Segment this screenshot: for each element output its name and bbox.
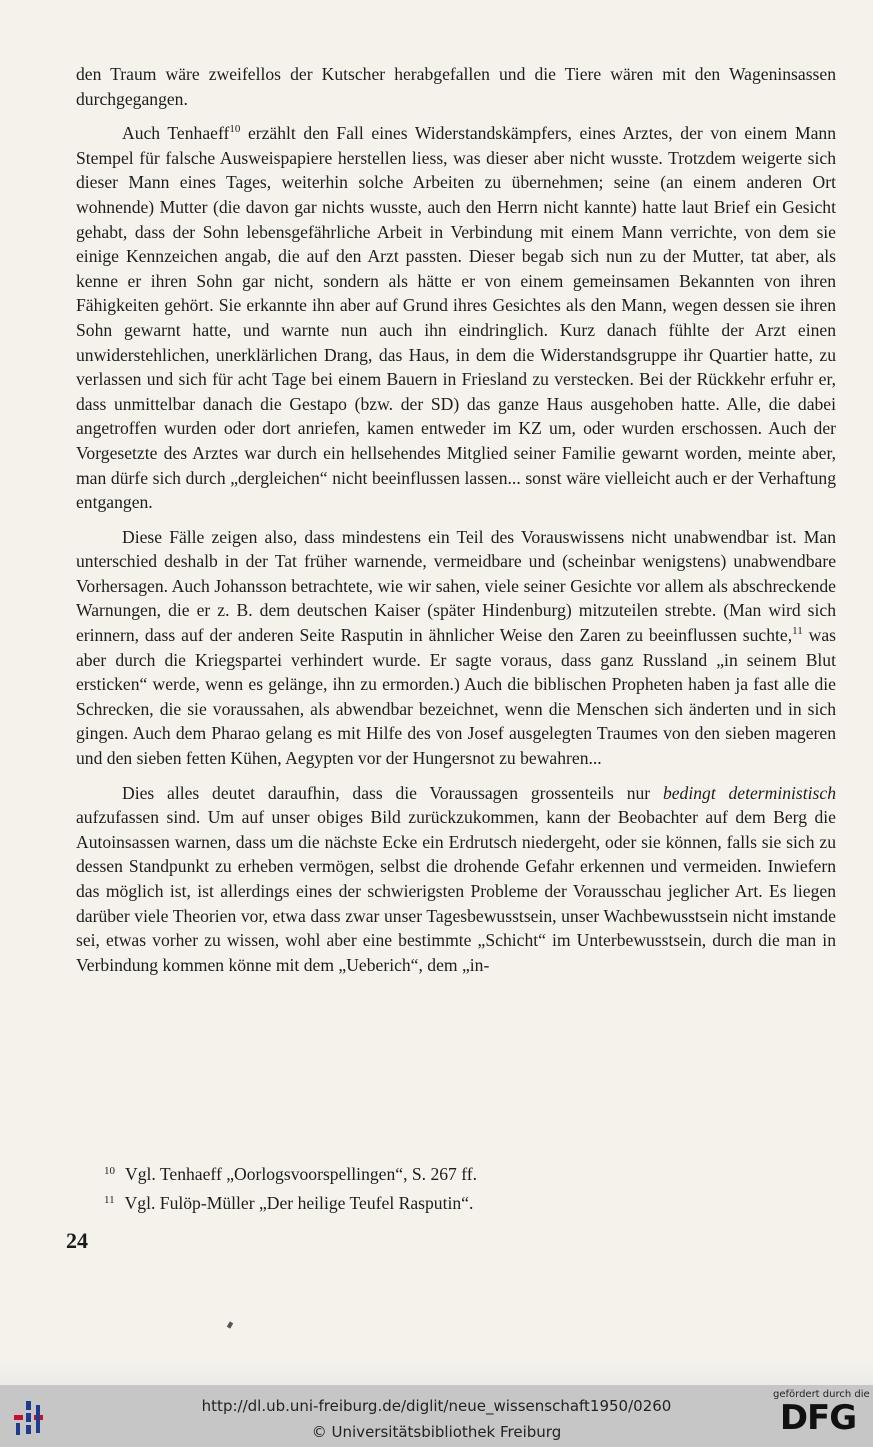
- footnote-reference: 10: [229, 123, 241, 136]
- emphasized-text: bedingt deterministisch: [662, 782, 836, 803]
- scan-speck: [227, 1321, 233, 1328]
- dfg-sponsor: [773, 1389, 870, 1438]
- dfg-logo: DFG: [779, 1398, 857, 1438]
- footnote-reference: 11: [792, 625, 803, 638]
- footnote-number: 10: [104, 1165, 115, 1177]
- body-paragraph: [76, 121, 836, 515]
- body-text: [76, 62, 836, 987]
- paragraph-text: erzählt den Fall eines Widerstandskämpfers, eines Arztes, der von einem Mann Stempel für falsche Ausweispapiere herstellen liess, was dieser aber nicht wusste. Trotzdem weigerte sich dieser Mann eines Tages, weiterhin solche Arbeiten zu übernehmen; seine (an einem anderen Ort wohnende) Mutter (die davon gar nichts wusste, auch den Herrn nicht kannte) hatte laut Brief ein Gesicht gehabt, dass der Sohn lebensgefährliche Arbeit in Verbindung mit einem Mann verrichte, von dem sie einige Kennzeichen angab, die auf den Arzt passten. Dieser begab sich nun zu der Mutter, tat aber, als kenne er ihren Sohn gar nicht, sondern als hätte er von einem gemeinsamen Bekannten von ihren Fähigkeiten gehört. Sie erkannte ihn aber auf Grund ihres Gesichtes als den Mann, wegen dessen sie ihren Sohn gewarnt hatte, und warnte nun auch ihn eindringlich. Kurz danach fühlte der Arzt einen unwiderstehlichen, unerklärlichen Drang, das Haus, in dem die Widerstandsgruppe ihr Quartier hatte, zu verlassen und sich für acht Tage bei einem Bauern in Friesland zu verstecken. Bei der Rückkehr erfuhr er, dass unmittelbar danach die Gestapo (bzw. der SD) das ganze Haus ausgehoben hatte. Alle, die dabei angetroffen wurden oder dort anriefen, kamen entweder im KZ um, oder wurden erschossen. Auch der Vorgesetzte des Arztes war durch ein hellsehendes Mitglied seiner Familie gewarnt worden, meinte aber, man dürfe sich durch „dergleichen“ nicht beeinflussen lassen... sonst wäre vielleicht auch er der Verhaftung entgangen.: [76, 123, 836, 513]
- footnote-number: 11: [104, 1194, 115, 1206]
- paragraph-text: was aber durch die Kriegspartei verhindert wurde. Er sagte voraus, dass ganz Russland „in seinem Blut ersticken“ werde, wenn es gelänge, ihn zu ermorden.) Auch die biblischen Propheten haben ja fast alle die Schrecken, die sie voraussahen, als abwendbar bezeichnet, wenn die Menschen sich änderten und in sich gingen. Auch dem Pharao gelang es mit Hilfe des von Josef ausgelegten Traumes von den sieben mageren und den sieben fetten Kühen, Aegypten vor der Hungersnot zu bewahren...: [76, 625, 836, 769]
- footer-bar: [0, 1385, 873, 1447]
- footer-url-link[interactable]: http://dl.ub.uni-freiburg.de/diglit/neue_wissenschaft1950/0260: [201, 1397, 672, 1415]
- footnote-11: [104, 1187, 804, 1216]
- paragraph-text: Auch Tenhaeff: [122, 123, 230, 144]
- body-paragraph: [76, 62, 836, 111]
- paragraph-text: aufzufassen sind. Um auf unser obiges Bild zurückzukommen, kann der Beobachter auf dem Berg die Autoinsassen warnen, dass um die nächste Ecke ein Erdrutsch niedergeht, oder sie können, falls sie sich zu dessen Standpunkt zu erheben vermögen, selbst die drohende Gefahr erkennen und vermeiden. Inwiefern das möglich ist, ist allerdings eines der schwierigsten Probleme der Vorausschau jeglicher Art. Es liegen darüber viele Theorien vor, etwa dass zwar unser Tagesbewusstsein, unser Wachbewusstsein nicht imstande sei, etwas vorher zu wissen, wohl aber eine bestimmte „Schicht“ im Unterbewusstsein, durch die man in Verbindung kommen könne mit dem „Ueberich“, dem „in-: [76, 807, 836, 975]
- paragraph-text: Diese Fälle zeigen also, dass mindestens ein Teil des Vorauswissens nicht unabwendbar ist. Man unterschied deshalb in der Tat früher warnende, vermeidbare und (scheinbar wenigstens) unabwendbare Vorhersagen. Auch Johansson betrachtete, wie wir sahen, viele seiner Gesichte vor allem als abschreckende Warnungen, die er z. B. dem deutschen Kaiser (später Hindenburg) mitzuteilen strebte. (Man wird sich erinnern, dass auf der anderen Seite Rasputin in ähnlicher Weise den Zaren zu beeinflussen suchte,: [76, 526, 836, 646]
- footnotes: [104, 1158, 804, 1216]
- footnote-text: Vgl. Fulöp-Müller „Der heilige Teufel Rasputin“.: [124, 1193, 474, 1213]
- scan-edge: [0, 1362, 873, 1385]
- footnote-10: [104, 1158, 804, 1187]
- paragraph-text: Dies alles deutet daraufhin, dass die Voraussagen grossenteils nur: [122, 782, 663, 803]
- footer-copyright: © Universitätsbibliothek Freiburg: [311, 1423, 562, 1441]
- sponsor-caption: gefördert durch die: [773, 1389, 870, 1400]
- page-number: 24: [66, 1228, 88, 1253]
- footnote-text: Vgl. Tenhaeff „Oorlogsvoorspellingen“, S. 267 ff.: [125, 1164, 478, 1184]
- body-paragraph: [76, 525, 836, 771]
- body-paragraph: [76, 781, 836, 978]
- paragraph-text: den Traum wäre zweifellos der Kutscher herabgefallen und die Tiere wären mit den Wageninsassen durchgegangen.: [76, 64, 836, 109]
